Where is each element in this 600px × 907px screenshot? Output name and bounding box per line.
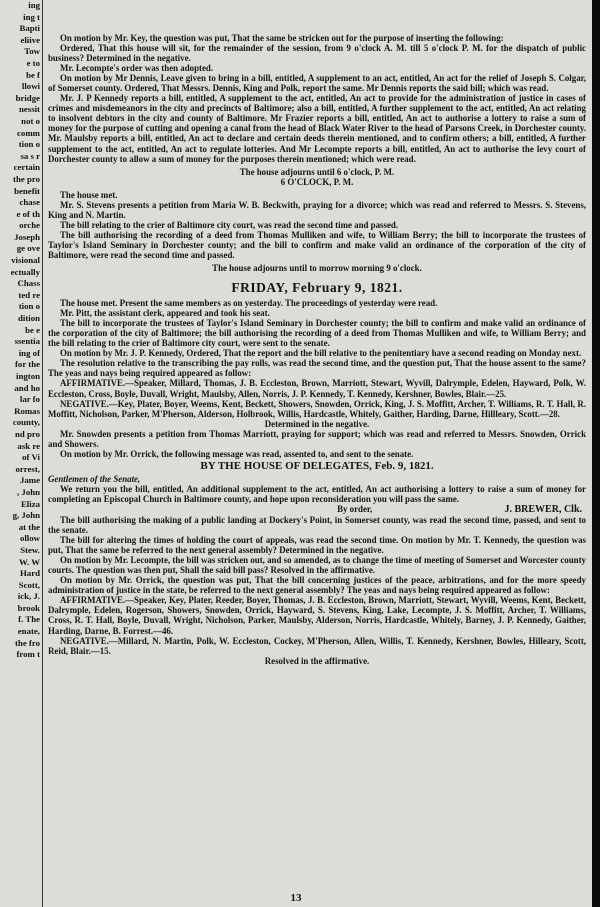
vote-affirmative: AFFIRMATIVE.—Speaker, Millard, Thomas, J. B. Eccleston, Brown, Marriott, Stewart, Wyvill, Dalrymple, Edelen, Hayward, Polk, W. Eccleston, Cross, Boyle, Duvall, Wright, Maulsby, Allen, Norris, J. P. Kennedy, T. Kennedy, Kershner, Bowles, Blair.—25. bbox=[48, 378, 586, 399]
gutter-fragment: ssentia bbox=[14, 336, 40, 347]
closing-paragraphs bbox=[48, 515, 586, 656]
gutter-fragment: at the bbox=[18, 521, 40, 532]
gutter-fragment: ing of bbox=[18, 347, 40, 358]
gutter-fragment: tion o bbox=[18, 301, 40, 312]
vote-affirmative: AFFIRMATIVE.—Speaker, Key, Plater, Reeder, Boyer, Thomas, J. B. Eccleston, Brown, Marriott, Stewart, Wyvill, Weems, Kent, Beckett, Dalrymple, Edelen, Rogerson, Showers, Snowden, Orrick, Hayward, S. Stevens, King, Lake, Lecompte, J. S. Moffitt, Archer, T. Williams, Cross, R. T. Hall, Boyle, Duvall, Wright, Nicholson, Parker, Maulsby, Alderson, Norris, Hardcastle, Whitely, Barney, J. P. Kennedy, Gaither, Harding, Darne, B. Forrest.—46. bbox=[48, 595, 586, 636]
gutter-fragment: sa s r bbox=[20, 150, 40, 161]
gutter-fragment: Chass bbox=[17, 278, 40, 289]
paragraph: Mr. Pitt, the assistant clerk, appeared and took his seat. bbox=[60, 308, 270, 319]
paragraph: On motion by Mr. Orrick, the following message was read, assented to, and sent to the senate. bbox=[60, 448, 414, 459]
gutter-fragment: be e bbox=[25, 324, 40, 335]
gutter-fragment: ollow bbox=[19, 533, 40, 544]
adjournment-notice: The house adjourns until 6 o'clock, P. M. bbox=[239, 166, 395, 177]
gutter-fragment: g, John bbox=[12, 510, 40, 521]
message-salutation: Gentlemen of the Senate, bbox=[48, 473, 141, 484]
paragraph: The resolution relative to the transcribing the pay rolls, was read the second time, and the question put, That the house assent to the same? The yeas and nays being required appeared as follow: bbox=[48, 358, 586, 379]
gutter-fragment: ing t bbox=[23, 11, 40, 22]
gutter-fragment: from t bbox=[16, 649, 40, 660]
paragraph: The bill authorising the recording of a deed from Thomas Mulliken and wife, to William Berry; the bill to incorporate the trustees of Taylor's Island Seminary in Dorchester county; and the bill to confirm and make valid an ordinance of the corporation of the city of Baltimore, were read the second time and passed. bbox=[48, 229, 586, 260]
vote-negative: NEGATIVE.—Millard, N. Martin, Polk, W. Eccleston, Cockey, M'Pherson, Allen, Willis, T. Kennedy, Kershner, Bowles, Hilleary, Scott, Reid, Blair.—15. bbox=[48, 635, 586, 656]
gutter-fragment: f. The bbox=[18, 614, 40, 625]
gutter-fragment: ing bbox=[28, 0, 40, 10]
paragraph: Mr. J. P Kennedy reports a bill, entitled, A supplement to the act, entitled, An act to provide for the administration of justice in cases of crimes and misdemeanors in the city and precincts of Baltimore; also a bill, entitled, A further supplement to the act, entitled, An act relating to insolvent debtors in the city and county of Baltimore. Mr Frazier reports a bill, entitled, An act to authorise a lottery to raise a sum of money for the purpose of cutting and opening a canal from the head of Black Water River to the head of Parsons Creek, in Dorchester county. Mr. Maulsby reports a bill, entitled, An act to declare and certain deeds therein mentioned, and to confirm others; a bill, entitled, A further supplement to the act, entitled, An act to regulate lotteries. And Mr Lecompte reports a bill, entitled, An act to authorise the levy court of Dorchester county to allow a sum of money for the purposes therein mentioned; which were read. bbox=[48, 93, 586, 164]
paragraph: Mr. S. Stevens presents a petition from Maria W. B. Beckwith, praying for a divorce; which was read and referred to Messrs. S. Stevens, King and N. Martin. bbox=[48, 199, 586, 220]
paragraph: The bill to incorporate the trustees of Taylor's Island Seminary in Dorchester county; the bill to confirm and make valid an ordinance of the corporation of the city of Baltimore; the bill authorising the recording of a deed from Thomas Mulliken and wife, to William Berry; and the bill relating to the crier of Baltimore city court, were sent to the senate. bbox=[48, 318, 586, 349]
paragraph: On motion by Mr. J. P. Kennedy, Ordered, That the report and the bill relative to the penitentiary have a second reading on Monday next. bbox=[60, 348, 582, 359]
gutter-fragment: nd pro bbox=[14, 428, 40, 439]
gutter-fragment: , John bbox=[17, 486, 40, 497]
message-body: We return you the bill, entitled, An additional supplement to the act, entitled, An act authorising a lottery to raise a sum of money for completing an Episcopal Church in Baltimore county, and hope upon reconsideration you will pass the same. bbox=[48, 483, 586, 504]
gutter-fragment: eliive bbox=[20, 34, 40, 45]
gutter-fragment: visional bbox=[11, 255, 40, 266]
gutter-fragment: e of th bbox=[16, 208, 40, 219]
gutter-fragment: for the bbox=[15, 359, 40, 370]
gutter-fragment: Bapti bbox=[19, 23, 40, 34]
gutter-fragment: ask re bbox=[17, 440, 40, 451]
message-paragraphs bbox=[48, 429, 586, 459]
gutter-fragment: Joseph bbox=[14, 231, 40, 242]
paragraph: Mr. Lecompte's order was then adopted. bbox=[60, 63, 214, 74]
gutter-fragment: Jame bbox=[19, 475, 40, 486]
page-number: 13 bbox=[290, 892, 302, 904]
gutter-fragment: chase bbox=[19, 197, 40, 208]
gutter-fragment: tion o bbox=[18, 139, 40, 150]
paragraph: The house met. bbox=[60, 189, 118, 200]
opening-paragraphs bbox=[48, 33, 586, 164]
gutter-fragment: dition bbox=[17, 313, 40, 324]
gutter-fragment: brook bbox=[17, 602, 40, 613]
paragraph: The bill authorising the making of a public landing at Dockery's Point, in Somerset county, was read the second time, passed, and sent to the senate. bbox=[48, 515, 586, 536]
gutter-fragment: ge ove bbox=[16, 243, 40, 254]
gutter-fragment: the fro bbox=[15, 637, 40, 648]
gutter-fragment: Scott, bbox=[18, 579, 40, 590]
adjacent-page-column bbox=[0, 0, 43, 907]
gutter-fragment: ectually bbox=[10, 266, 40, 277]
paragraph: On motion by Mr. Lecompte, the bill was stricken out, and so amended, as to change the time of meeting of Somerset and Worcester county courts. The question was then put, Shall the said bill pass? Resolved in the affirmative. bbox=[48, 555, 586, 576]
gutter-fragment: ted re bbox=[18, 289, 40, 300]
gutter-fragment: certain bbox=[13, 162, 40, 173]
friday-session bbox=[48, 298, 586, 419]
gutter-fragment: of Vi bbox=[22, 452, 40, 463]
gutter-fragment: W. W bbox=[18, 556, 40, 567]
paragraph: On motion by Mr. Key, the question was put, That the same be stricken out for the purpose of inserting the following: bbox=[60, 33, 504, 43]
adjournment-notice: The house adjourns until to morrow morning 9 o'clock. bbox=[212, 263, 422, 274]
gutter-fragment: the pro bbox=[13, 173, 40, 184]
message-signature bbox=[48, 504, 586, 515]
paragraph: On motion by Mr Dennis, Leave given to bring in a bill, entitled, A supplement to an act, entitled, An act for the relief of Joseph S. Colgar, of Somerset county. Ordered, That Messrs. Dennis, King and Polk, report the same. Mr Dennis reports the said bill; which was read. bbox=[48, 73, 586, 94]
gutter-fragment: ick, J. bbox=[17, 591, 40, 602]
gutter-fragment: bridge bbox=[15, 92, 40, 103]
paragraph: The bill for altering the times of holding the court of appeals, was read the second time. On motion by Mr. T. Kennedy, the question was put, That the same be referred to the next general assembly? Determined in the negative. bbox=[48, 535, 586, 556]
day-heading: FRIDAY, February 9, 1821. bbox=[231, 280, 403, 296]
gutter-fragment: Tow bbox=[24, 46, 40, 57]
paragraph: Ordered, That this house will sit, for the remainder of the session, from 9 o'clock A. M. till 5 o'clock P. M. for the dispatch of public business? Determined in the negative. bbox=[48, 43, 586, 64]
gutter-fragment: and ho bbox=[14, 382, 40, 393]
gutter-fragment: be f bbox=[26, 69, 40, 80]
gutter-fragment: orrest, bbox=[15, 463, 40, 474]
session-heading: 6 O'CLOCK, P. M. bbox=[280, 176, 354, 187]
message-heading: BY THE HOUSE OF DELEGATES, Feb. 9, 1821. bbox=[200, 459, 434, 472]
gutter-fragment: orche bbox=[19, 220, 40, 231]
gutter-fragment: Romas bbox=[14, 405, 40, 416]
vote-result: Determined in the negative. bbox=[264, 418, 370, 429]
gutter-fragment: comm bbox=[17, 127, 40, 138]
gutter-fragment: not o bbox=[21, 115, 40, 126]
gutter-fragment: llowi bbox=[21, 81, 40, 92]
proceedings-column bbox=[48, 33, 586, 666]
by-order: By order, bbox=[337, 503, 373, 514]
gutter-fragment: Eliza bbox=[20, 498, 40, 509]
clerk-name: J. BREWER, Clk. bbox=[504, 503, 582, 515]
gutter-fragment: county, bbox=[12, 417, 40, 428]
gutter-fragment: nessit bbox=[18, 104, 40, 115]
gutter-fragment: Stew. bbox=[20, 544, 40, 555]
paragraph: Mr. Snowden presents a petition from Thomas Marriott, praying for support; which was read and referred to Messrs. Snowden, Orrick and Showers. bbox=[48, 428, 586, 449]
paragraph: On motion by Mr. Orrick, the question was put, That the bill concerning justices of the peace, arbitrations, and for the more speedy administration of justice in the state, be referred to the next general assembly? The yeas and nays being required appeared as follow: bbox=[48, 575, 586, 596]
vote-result: Resolved in the affirmative. bbox=[264, 655, 370, 666]
gutter-fragment: ington bbox=[16, 371, 40, 381]
gutter-fragment: Hard bbox=[19, 568, 40, 579]
gutter-fragment: benefit bbox=[14, 185, 40, 196]
evening-session bbox=[48, 190, 586, 260]
vote-negative: NEGATIVE.—Key, Plater, Boyer, Weems, Kent, Beckett, Showers, Snowden, Orrick, King, J. S. Moffitt, Archer, T. Williams, R. T. Hall, R. Moffitt, Nicholson, Parker, M'Pherson, Alderson, Holbrook, Willis, Hardcastle, Whitely, Gaither, Harding, Darne, Hillleary, Scott.—28. bbox=[48, 398, 586, 419]
gutter-fragment: lar fo bbox=[19, 394, 40, 405]
paragraph: The house met. Present the same members as on yesterday. The proceedings of yesterday were read. bbox=[60, 298, 438, 309]
gutter-fragment: e to bbox=[26, 57, 40, 68]
gutter-fragment: enate, bbox=[17, 626, 40, 637]
paragraph: The bill relating to the crier of Baltimore city court, was read the second time and passed. bbox=[60, 219, 399, 230]
